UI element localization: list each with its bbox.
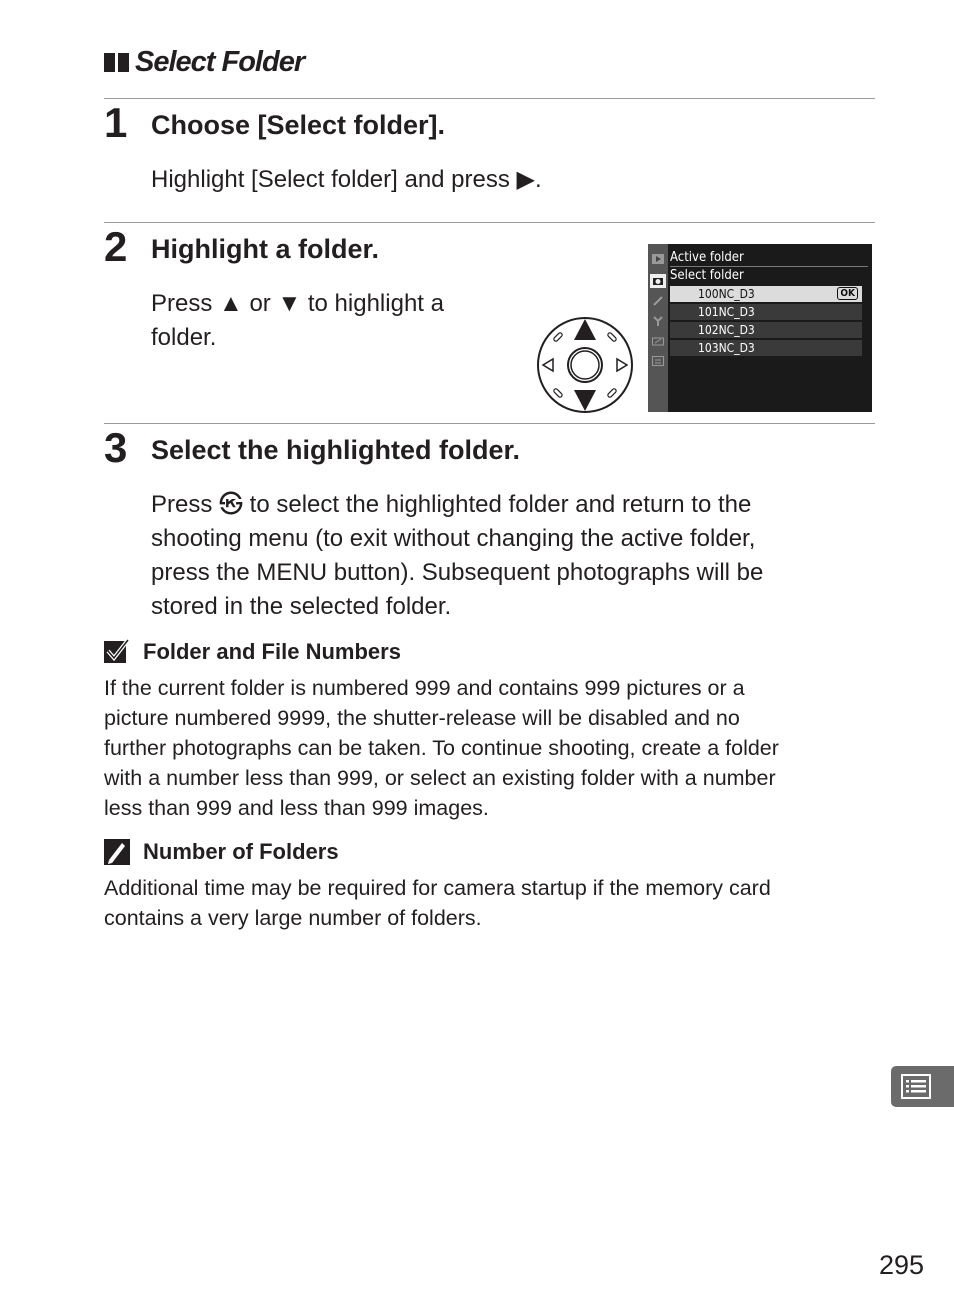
step-3-text-line-4: stored in the selected folder. bbox=[151, 593, 452, 620]
folder-name: 103NC_D3 bbox=[698, 341, 755, 355]
ok-badge: OK bbox=[837, 287, 858, 300]
step-1-number: 1 bbox=[104, 99, 128, 146]
note-title-text: Folder and File Numbers bbox=[143, 639, 401, 664]
step-1-text: Highlight [Select folder] and press ▶. bbox=[151, 166, 542, 193]
wrench-icon bbox=[652, 316, 664, 326]
pencil-icon bbox=[652, 296, 664, 306]
step-2-number: 2 bbox=[104, 223, 128, 270]
divider bbox=[104, 98, 875, 99]
step-2-text-line-2: folder. bbox=[151, 324, 217, 351]
step-1-title: Choose [Select folder]. bbox=[151, 110, 446, 140]
section-title-text: Select Folder bbox=[135, 46, 305, 78]
folder-name: 100NC_D3 bbox=[698, 287, 755, 301]
page-number: 295 bbox=[878, 1250, 924, 1280]
multi-selector-icon bbox=[536, 316, 634, 414]
step-3-number: 3 bbox=[104, 424, 128, 471]
playback-icon bbox=[652, 254, 664, 264]
menu-sidebar bbox=[648, 244, 668, 412]
menu-guide-tab[interactable] bbox=[891, 1066, 954, 1107]
note-text-line: contains a very large number of folders. bbox=[104, 906, 482, 930]
step-3-text-line-3: press the MENU button). Subsequent photographs will be bbox=[151, 559, 764, 586]
note-text-line: less than 999 and less than 999 images. bbox=[104, 796, 489, 820]
note-title bbox=[104, 639, 401, 665]
section-title bbox=[104, 46, 304, 79]
screen-subheader: Select folder bbox=[670, 268, 744, 283]
step-3-title: Select the highlighted folder. bbox=[151, 435, 521, 465]
section-marker-icon bbox=[104, 53, 129, 72]
camera-icon bbox=[650, 274, 666, 288]
note-text-line: further photographs can be taken. To continue shooting, create a folder bbox=[104, 736, 779, 760]
folder-row bbox=[670, 286, 862, 302]
note-text-line: picture numbered 9999, the shutter-release will be disabled and no bbox=[104, 706, 740, 730]
note-text-line: Additional time may be required for camera startup if the memory card bbox=[104, 876, 771, 900]
step-2-text-line-1: Press ▲ or ▼ to highlight a bbox=[151, 290, 444, 317]
retouch-icon bbox=[652, 336, 664, 346]
camera-menu-screen bbox=[648, 244, 872, 412]
note-title bbox=[104, 839, 339, 865]
step-2-title: Highlight a folder. bbox=[151, 234, 379, 264]
step-3-text-line-2: shooting menu (to exit without changing the active folder, bbox=[151, 525, 756, 552]
step-3-text-line-1: Press ㉿ to select the highlighted folder and return to the bbox=[151, 491, 752, 518]
folder-row bbox=[670, 340, 862, 356]
note-title-text: Number of Folders bbox=[143, 839, 339, 864]
note-text-line: with a number less than 999, or select an existing folder with a number bbox=[104, 766, 776, 790]
pencil-note-icon bbox=[104, 839, 130, 865]
my-menu-icon bbox=[652, 356, 664, 366]
screen-divider bbox=[670, 266, 868, 267]
folder-row bbox=[670, 304, 862, 320]
screen-header: Active folder bbox=[670, 250, 744, 265]
menu-list-icon bbox=[901, 1074, 931, 1099]
folder-name: 101NC_D3 bbox=[698, 305, 755, 319]
divider bbox=[104, 222, 875, 223]
folder-row bbox=[670, 322, 862, 338]
folder-name: 102NC_D3 bbox=[698, 323, 755, 337]
checkmark-note-icon bbox=[104, 639, 130, 665]
divider bbox=[104, 423, 875, 424]
note-text-line: If the current folder is numbered 999 and contains 999 pictures or a bbox=[104, 676, 745, 700]
